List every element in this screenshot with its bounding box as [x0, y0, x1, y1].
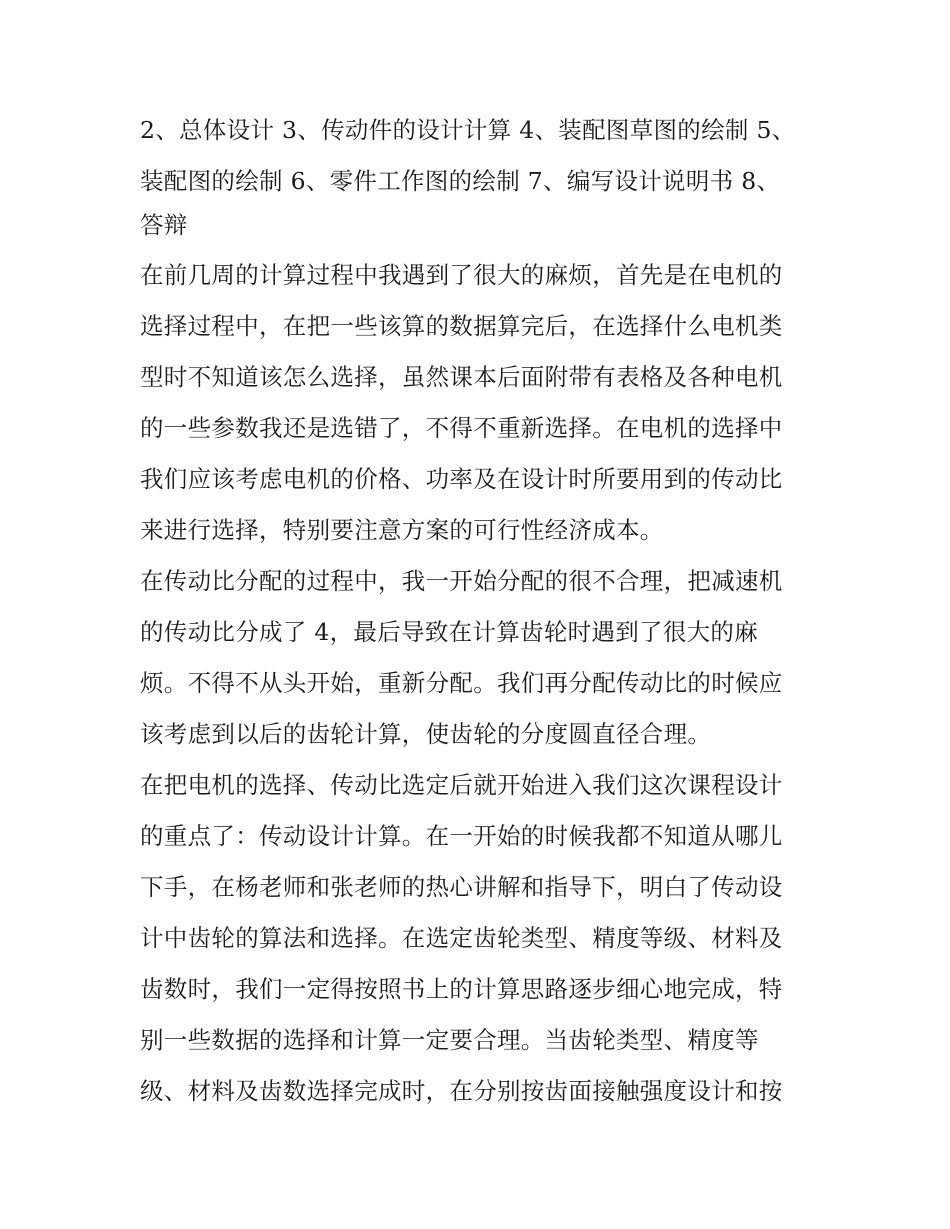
- paragraph-ratio-allocation: [140, 556, 820, 760]
- text-line: 下手，在杨老师和张老师的热心讲解和指导下，明白了传动设: [140, 873, 783, 901]
- text-line: 的一些参数我还是选错了，不得不重新选择。在电机的选择中: [140, 414, 783, 442]
- text-line: 答辩: [140, 211, 188, 239]
- text-line: 级、材料及齿数选择完成时，在分别按齿面接触强度设计和按: [140, 1077, 783, 1105]
- text-line: 型时不知道该怎么选择，虽然课本后面附带有表格及各种电机: [140, 363, 783, 391]
- text-line: 别一些数据的选择和计算一定要合理。当齿轮类型、精度等: [140, 1026, 759, 1054]
- paragraph-motor-selection: [140, 250, 820, 556]
- text-line: 的重点了：传动设计计算。在一开始的时候我都不知道从哪儿: [140, 822, 783, 850]
- text-line: 选择过程中，在把一些该算的数据算完后，在选择什么电机类: [140, 312, 783, 340]
- text-line: 齿数时，我们一定得按照书上的计算思路逐步细心地完成，特: [140, 975, 783, 1003]
- text-line: 在前几周的计算过程中我遇到了很大的麻烦，首先是在电机的: [140, 261, 783, 289]
- text-line: 在把电机的选择、传动比选定后就开始进入我们这次课程设计: [140, 771, 783, 799]
- paragraph-transmission-design: [140, 760, 820, 1117]
- document-body: [140, 105, 820, 1117]
- text-line: 来进行选择，特别要注意方案的可行性经济成本。: [140, 516, 664, 544]
- text-line: 我们应该考虑电机的价格、功率及在设计时所要用到的传动比: [140, 465, 783, 493]
- paragraph-design-steps: [140, 105, 820, 250]
- text-line: 计中齿轮的算法和选择。在选定齿轮类型、精度等级、材料及: [140, 924, 783, 952]
- text-line: 的传动比分成了 4，最后导致在计算齿轮时遇到了很大的麻: [140, 618, 759, 646]
- text-line: 在传动比分配的过程中，我一开始分配的很不合理，把减速机: [140, 567, 783, 595]
- text-line: 烦。不得不从头开始，重新分配。我们再分配传动比的时候应: [140, 669, 783, 697]
- text-line: 装配图的绘制 6、零件工作图的绘制 7、编写设计说明书 8、: [140, 167, 781, 195]
- text-line: 该考虑到以后的齿轮计算，使齿轮的分度圆直径合理。: [140, 720, 712, 748]
- text-line: 2、总体设计 3、传动件的设计计算 4、装配图草图的绘制 5、: [140, 116, 796, 144]
